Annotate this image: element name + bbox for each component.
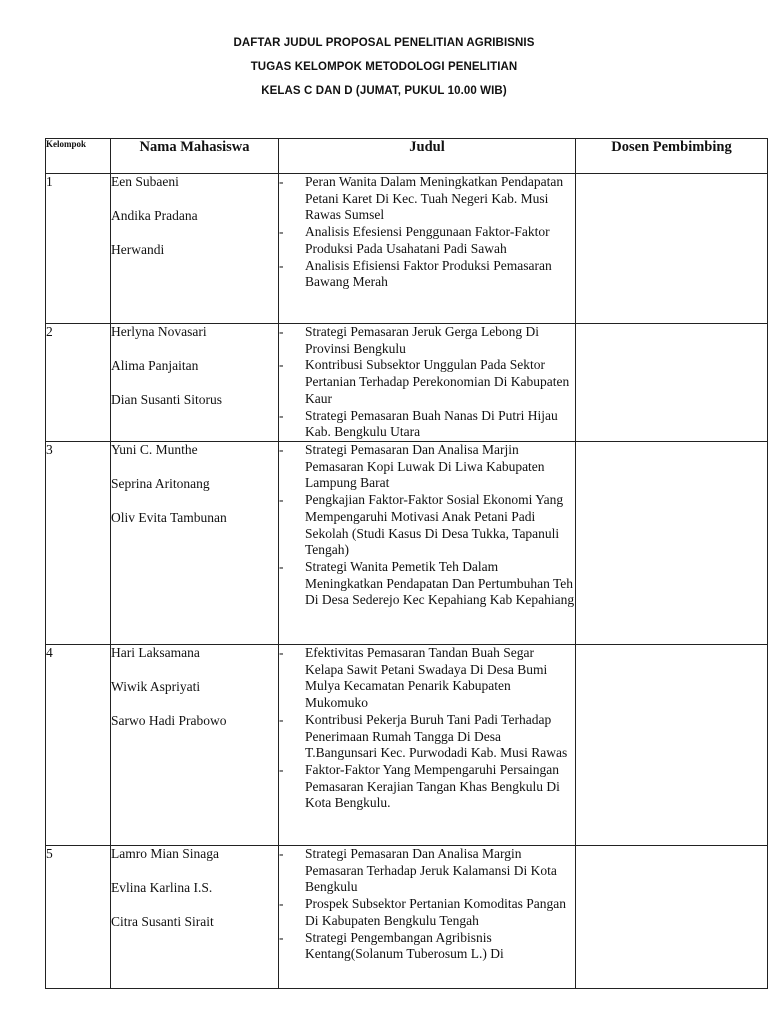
doc-title-line-2: TUGAS KELOMPOK METODOLOGI PENELITIAN — [250, 61, 518, 73]
member-name: Evlina Karlina I.S. — [111, 880, 213, 895]
member-list — [111, 442, 279, 645]
header-nama-mahasiswa: Nama Mahasiswa — [111, 139, 279, 174]
member-name: Sarwo Hadi Prabowo — [111, 713, 227, 728]
table-header-row — [46, 139, 768, 174]
advisor-cell — [576, 645, 768, 846]
member-name: Wiwik Aspriyati — [111, 679, 201, 694]
table-row — [46, 442, 768, 645]
table-row — [46, 324, 768, 442]
proposal-title: - Efektivitas Pemasaran Tandan Buah Segar Kelapa Sawit Petani Swadaya Di Desa Bumi Mulya Kecamatan Penarik Kabupaten Mukomuko — [279, 645, 575, 712]
member-name: Alima Panjaitan — [111, 358, 199, 373]
group-number: 4 — [46, 645, 111, 846]
proposal-title: - Kontribusi Subsektor Unggulan Pada Sektor Pertanian Terhadap Perekonomian Di Kabupaten Kaur — [279, 357, 575, 407]
advisor-cell — [576, 846, 768, 989]
title-list — [279, 645, 576, 846]
member-name: Citra Susanti Sirait — [111, 914, 214, 929]
advisor-cell — [576, 174, 768, 324]
proposal-table — [45, 138, 768, 989]
member-name: Herlyna Novasari — [111, 324, 207, 339]
advisor-cell — [576, 324, 768, 442]
proposal-title: - Peran Wanita Dalam Meningkatkan Pendapatan Petani Karet Di Kec. Tuah Negeri Kab. Musi Rawas Sumsel — [279, 174, 575, 224]
proposal-title: - Prospek Subsektor Pertanian Komoditas Pangan Di Kabupaten Bengkulu Tengah — [279, 896, 575, 929]
member-name: Andika Pradana — [111, 208, 198, 223]
proposal-title: - Faktor-Faktor Yang Mempengaruhi Persaingan Pemasaran Kerajian Tangan Khas Bengkulu Di Kota Bengkulu. — [279, 762, 575, 812]
proposal-title: - Analisis Efesiensi Penggunaan Faktor-Faktor Produksi Pada Usahatani Padi Sawah — [279, 224, 575, 257]
table-row — [46, 174, 768, 324]
proposal-title: - Strategi Pemasaran Buah Nanas Di Putri Hijau Kab. Bengkulu Utara — [279, 408, 575, 441]
title-list — [279, 442, 576, 645]
advisor-cell — [576, 442, 768, 645]
title-list — [279, 174, 576, 324]
member-name: Hari Laksamana — [111, 645, 200, 660]
group-number: 3 — [46, 442, 111, 645]
header-kelompok: Kelompok — [46, 139, 111, 174]
doc-title-line-1: DAFTAR JUDUL PROPOSAL PENELITIAN AGRIBISNIS — [233, 37, 535, 49]
doc-title-line-3: KELAS C DAN D (JUMAT, PUKUL 10.00 WIB) — [261, 85, 507, 97]
proposal-title: - Strategi Wanita Pemetik Teh Dalam Meningkatkan Pendapatan Dan Pertumbuhan Teh Di Desa Sederejo Kec Kepahiang Kab Kepahiang — [279, 559, 575, 609]
group-number: 1 — [46, 174, 111, 324]
proposal-title: - Strategi Pengembangan Agribisnis Kentang(Solanum Tuberosum L.) Di — [279, 930, 575, 963]
table-row — [46, 846, 768, 989]
member-list — [111, 324, 279, 442]
proposal-title: - Strategi Pemasaran Dan Analisa Marjin Pemasaran Kopi Luwak Di Liwa Kabupaten Lampung Barat — [279, 442, 575, 492]
header-dosen-pembimbing: Dosen Pembimbing — [576, 139, 768, 174]
member-name: Herwandi — [111, 242, 165, 257]
member-name: Yuni C. Munthe — [111, 442, 198, 457]
proposal-title: - Strategi Pemasaran Dan Analisa Margin Pemasaran Terhadap Jeruk Kalamansi Di Kota Bengkulu — [279, 846, 575, 896]
member-name: Een Subaeni — [111, 174, 179, 189]
proposal-title: - Strategi Pemasaran Jeruk Gerga Lebong Di Provinsi Bengkulu — [279, 324, 575, 357]
member-name: Lamro Mian Sinaga — [111, 846, 219, 861]
title-list — [279, 324, 576, 442]
group-number: 2 — [46, 324, 111, 442]
group-number: 5 — [46, 846, 111, 989]
member-name: Oliv Evita Tambunan — [111, 510, 227, 525]
member-list — [111, 174, 279, 324]
proposal-title: - Analisis Efisiensi Faktor Produksi Pemasaran Bawang Merah — [279, 258, 575, 291]
header-judul: Judul — [279, 139, 576, 174]
member-list — [111, 846, 279, 989]
proposal-title: - Kontribusi Pekerja Buruh Tani Padi Terhadap Penerimaan Rumah Tangga Di Desa T.Bangunsari Kec. Purwodadi Kab. Musi Rawas — [279, 712, 575, 762]
proposal-title: - Pengkajian Faktor-Faktor Sosial Ekonomi Yang Mempengaruhi Motivasi Anak Petani Padi Sekolah (Studi Kasus Di Desa Tukka, Tapanuli Tengah) — [279, 492, 575, 559]
table-row — [46, 645, 768, 846]
member-name: Dian Susanti Sitorus — [111, 392, 223, 407]
member-list — [111, 645, 279, 846]
title-list — [279, 846, 576, 989]
member-name: Seprina Aritonang — [111, 476, 210, 491]
